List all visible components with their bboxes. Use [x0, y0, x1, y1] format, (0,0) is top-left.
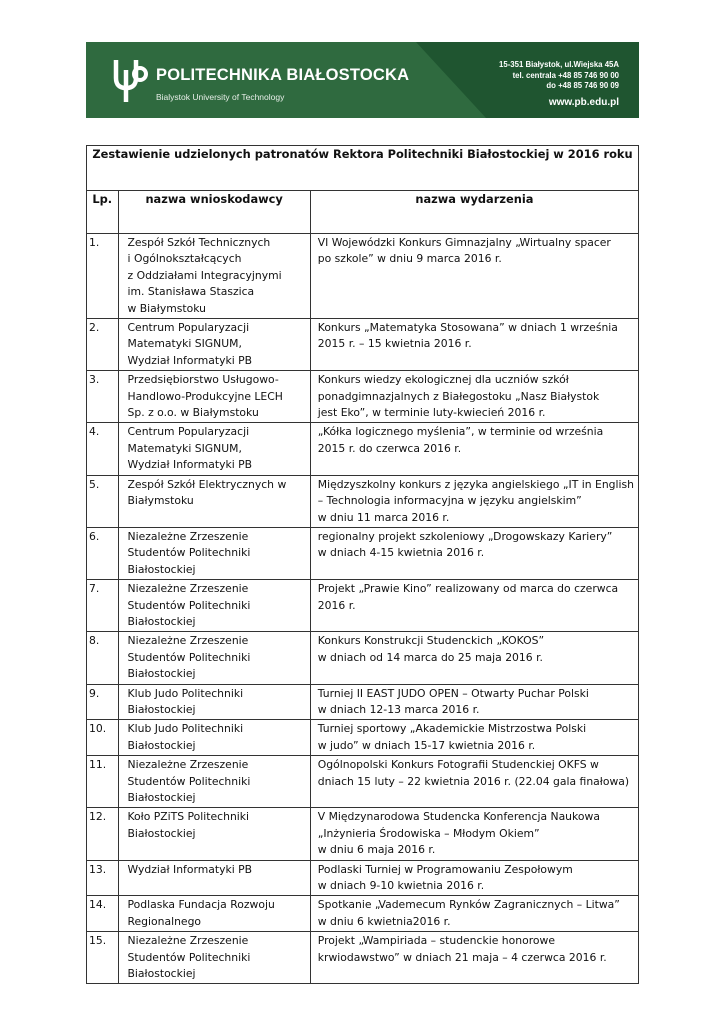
event-name [310, 371, 638, 423]
event-name-line: – Technologia informacyjna w języku angielskim” [317, 494, 582, 508]
applicant-name [118, 860, 310, 896]
event-name [310, 423, 638, 475]
event-name-line: V Międzynarodowa Studencka Konferencja Naukowa [317, 810, 600, 824]
applicant-name-line: Podlaska Fundacja Rozwoju [127, 898, 275, 912]
event-name [310, 319, 638, 371]
row-number: 10. [87, 720, 119, 756]
table-row [87, 860, 639, 896]
row-number: 2. [87, 319, 119, 371]
event-name [310, 756, 638, 808]
table-title-row [87, 146, 639, 191]
applicant-name-line: Wydział Informatyki PB [127, 353, 253, 367]
event-name-line: Turniej sportowy „Akademickie Mistrzostwa Polski [317, 722, 587, 736]
applicant-name-line: Centrum Popularyzacji [127, 321, 250, 335]
applicant-name [118, 684, 310, 720]
table-header-row [87, 191, 639, 234]
phone: tel. centrala +48 85 746 90 00 [512, 70, 619, 80]
event-name-line: Konkurs „Matematyka Stosowana” w dniach 1 września [317, 321, 618, 335]
event-name [310, 720, 638, 756]
event-name-line: Międzyszkolny konkurs z języka angielskiego „IT in English [317, 477, 634, 491]
contact-block [499, 60, 619, 92]
applicant-name-line: Studentów Politechniki [127, 650, 251, 664]
row-number: 4. [87, 423, 119, 475]
applicant-name [118, 632, 310, 684]
row-number: 12. [87, 808, 119, 860]
event-name-line: w dniach od 14 marca do 25 maja 2016 r. [317, 650, 543, 664]
applicant-name-line: Handlowo-Produkcyjne LECH [127, 389, 283, 403]
applicant-name-line: Wydział Informatyki PB [127, 862, 253, 876]
event-name-line: regionalny projekt szkoleniowy „Drogowskazy Kariery” [317, 529, 613, 543]
applicant-name-line: Białostockiej [127, 967, 196, 981]
table-body [87, 234, 639, 984]
applicant-name-line: Białostockiej [127, 667, 196, 681]
event-name-line: Konkurs wiedzy ekologicznej dla uczniów szkół [317, 373, 569, 387]
row-number: 13. [87, 860, 119, 896]
table-row [87, 632, 639, 684]
applicant-name-line: Matematyki SIGNUM, [127, 337, 242, 351]
event-name [310, 684, 638, 720]
patronage-table [86, 145, 639, 984]
applicant-name-line: w Białymstoku [127, 301, 207, 315]
event-name-line: dniach 15 luty – 22 kwietnia 2016 r. (22.04 gala finałowa) [317, 774, 630, 788]
applicant-name-line: Koło PZiTS Politechniki [127, 810, 250, 824]
table-row [87, 234, 639, 319]
applicant-name-line: Białostockiej [127, 702, 196, 716]
event-name-line: ponadgimnazjalnych z Białegostoku „Nasz Białystok [317, 389, 600, 403]
event-name [310, 527, 638, 579]
row-number: 7. [87, 580, 119, 632]
event-name [310, 632, 638, 684]
event-name [310, 932, 638, 984]
row-number: 11. [87, 756, 119, 808]
event-name [310, 234, 638, 319]
applicant-name [118, 808, 310, 860]
applicant-name-line: Studentów Politechniki [127, 774, 251, 788]
row-number: 1. [87, 234, 119, 319]
row-number: 3. [87, 371, 119, 423]
table-row [87, 423, 639, 475]
row-number: 5. [87, 475, 119, 527]
applicant-name-line: Niezależne Zrzeszenie [127, 758, 249, 772]
row-number: 9. [87, 684, 119, 720]
applicant-name-line: Przedsiębiorstwo Usługowo- [127, 373, 279, 387]
event-name-line: 2015 r. do czerwca 2016 r. [317, 441, 462, 455]
event-name-line: po szkole” w dniu 9 marca 2016 r. [317, 252, 502, 266]
applicant-name-line: Niezależne Zrzeszenie [127, 934, 249, 948]
applicant-name-line: Niezależne Zrzeszenie [127, 582, 249, 596]
event-name-line: „Inżynieria Środowiska – Młodym Okiem” [317, 826, 540, 840]
table-row [87, 808, 639, 860]
row-number: 15. [87, 932, 119, 984]
event-name-line: „Kółka logicznego myślenia”, w terminie od września [317, 425, 604, 439]
applicant-name-line: Białymstoku [127, 494, 194, 508]
event-name [310, 860, 638, 896]
applicant-name-line: Klub Judo Politechniki [127, 722, 244, 736]
applicant-name-line: Studentów Politechniki [127, 598, 251, 612]
applicant-name-line: Wydział Informatyki PB [127, 458, 253, 472]
event-name-line: w dniu 6 maja 2016 r. [317, 843, 436, 857]
applicant-name [118, 423, 310, 475]
row-number: 6. [87, 527, 119, 579]
table-row [87, 475, 639, 527]
event-name-line: krwiodawstwo” w dniach 21 maja – 4 czerwca 2016 r. [317, 950, 607, 964]
event-name [310, 808, 638, 860]
applicant-name [118, 234, 310, 319]
event-name-line: Projekt „Wampiriada – studenckie honorowe [317, 934, 555, 948]
table-row [87, 371, 639, 423]
table-row [87, 527, 639, 579]
applicant-name-line: Białostockiej [127, 562, 196, 576]
event-name-line: w dniach 4-15 kwietnia 2016 r. [317, 546, 485, 560]
event-name-line: w dniach 12-13 marca 2016 r. [317, 702, 480, 716]
table-row [87, 896, 639, 932]
applicant-name-line: Białostockiej [127, 791, 196, 804]
table-row [87, 932, 639, 984]
table-row [87, 684, 639, 720]
applicant-name [118, 756, 310, 808]
applicant-name-line: Centrum Popularyzacji [127, 425, 250, 439]
applicant-name-line: Białostockiej [127, 738, 196, 752]
applicant-name-line: Białostockiej [127, 614, 196, 628]
applicant-name-line: im. Stanisława Staszica [127, 285, 255, 299]
applicant-name [118, 319, 310, 371]
event-name [310, 580, 638, 632]
university-name: POLITECHNIKA BIAŁOSTOCKA [156, 66, 410, 84]
applicant-name [118, 371, 310, 423]
column-header-applicant: nazwa wnioskodawcy [118, 191, 310, 234]
applicant-name-line: Zespół Szkół Technicznych [127, 236, 271, 249]
row-number: 14. [87, 896, 119, 932]
table-row [87, 580, 639, 632]
applicant-name-line: Niezależne Zrzeszenie [127, 529, 249, 543]
website-link[interactable]: www.pb.edu.pl [548, 97, 619, 108]
event-name-line: Projekt „Prawie Kino” realizowany od marca do czerwca [317, 582, 619, 596]
applicant-name-line: Regionalnego [127, 914, 202, 928]
applicant-name-line: Klub Judo Politechniki [127, 686, 244, 700]
column-header-event: nazwa wydarzenia [310, 191, 638, 234]
applicant-name [118, 720, 310, 756]
event-name-line: Spotkanie „Vademecum Rynków Zagranicznych – Litwa” [317, 898, 620, 912]
university-subtitle: Bialystok University of Technology [156, 92, 285, 102]
applicant-name-line: Studentów Politechniki [127, 950, 251, 964]
applicant-name [118, 475, 310, 527]
applicant-name [118, 896, 310, 932]
event-name-line: w dniach 9-10 kwietnia 2016 r. [317, 879, 485, 893]
event-name-line: w dniu 11 marca 2016 r. [317, 510, 450, 524]
column-header-lp: Lp. [87, 191, 119, 234]
applicant-name [118, 580, 310, 632]
event-name-line: w dniu 6 kwietnia2016 r. [317, 914, 451, 928]
row-number: 8. [87, 632, 119, 684]
table-row [87, 756, 639, 808]
applicant-name-line: i Ogólnokształcących [127, 252, 242, 266]
event-name-line: 2016 r. [317, 598, 356, 612]
university-logo-icon [108, 56, 150, 106]
applicant-name-line: Sp. z o.o. w Białymstoku [127, 406, 259, 420]
applicant-name-line: Matematyki SIGNUM, [127, 441, 242, 455]
event-name-line: Konkurs Konstrukcji Studenckich „KOKOS” [317, 634, 545, 648]
applicant-name-line: z Oddziałami Integracyjnymi [127, 268, 282, 282]
event-name [310, 896, 638, 932]
applicant-name-line: Białostockiej [127, 826, 196, 840]
applicant-name-line: Niezależne Zrzeszenie [127, 634, 249, 648]
event-name-line: jest Eko”, w terminie luty-kwiecień 2016 r. [317, 406, 546, 420]
applicant-name [118, 932, 310, 984]
fax: do +48 85 746 90 09 [546, 81, 619, 90]
header-banner [86, 42, 639, 118]
address: 15-351 Białystok, ul.Wiejska 45A [499, 60, 619, 69]
event-name-line: w judo” w dniach 15-17 kwietnia 2016 r. [317, 738, 536, 752]
event-name-line: Podlaski Turniej w Programowaniu Zespołowym [317, 862, 573, 876]
table-row [87, 720, 639, 756]
event-name-line: Turniej II EAST JUDO OPEN – Otwarty Puchar Polski [317, 686, 589, 700]
applicant-name-line: Studentów Politechniki [127, 546, 251, 560]
event-name-line: 2015 r. – 15 kwietnia 2016 r. [317, 337, 472, 351]
event-name-line: VI Wojewódzki Konkurs Gimnazjalny „Wirtualny spacer [317, 236, 611, 249]
table-row [87, 319, 639, 371]
table-title: Zestawienie udzielonych patronatów Rektora Politechniki Białostockiej w 2016 roku [87, 146, 639, 191]
event-name [310, 475, 638, 527]
applicant-name [118, 527, 310, 579]
applicant-name-line: Zespół Szkół Elektrycznych w [127, 477, 287, 491]
event-name-line: Ogólnopolski Konkurs Fotografii Studenckiej OKFS w [317, 758, 599, 772]
